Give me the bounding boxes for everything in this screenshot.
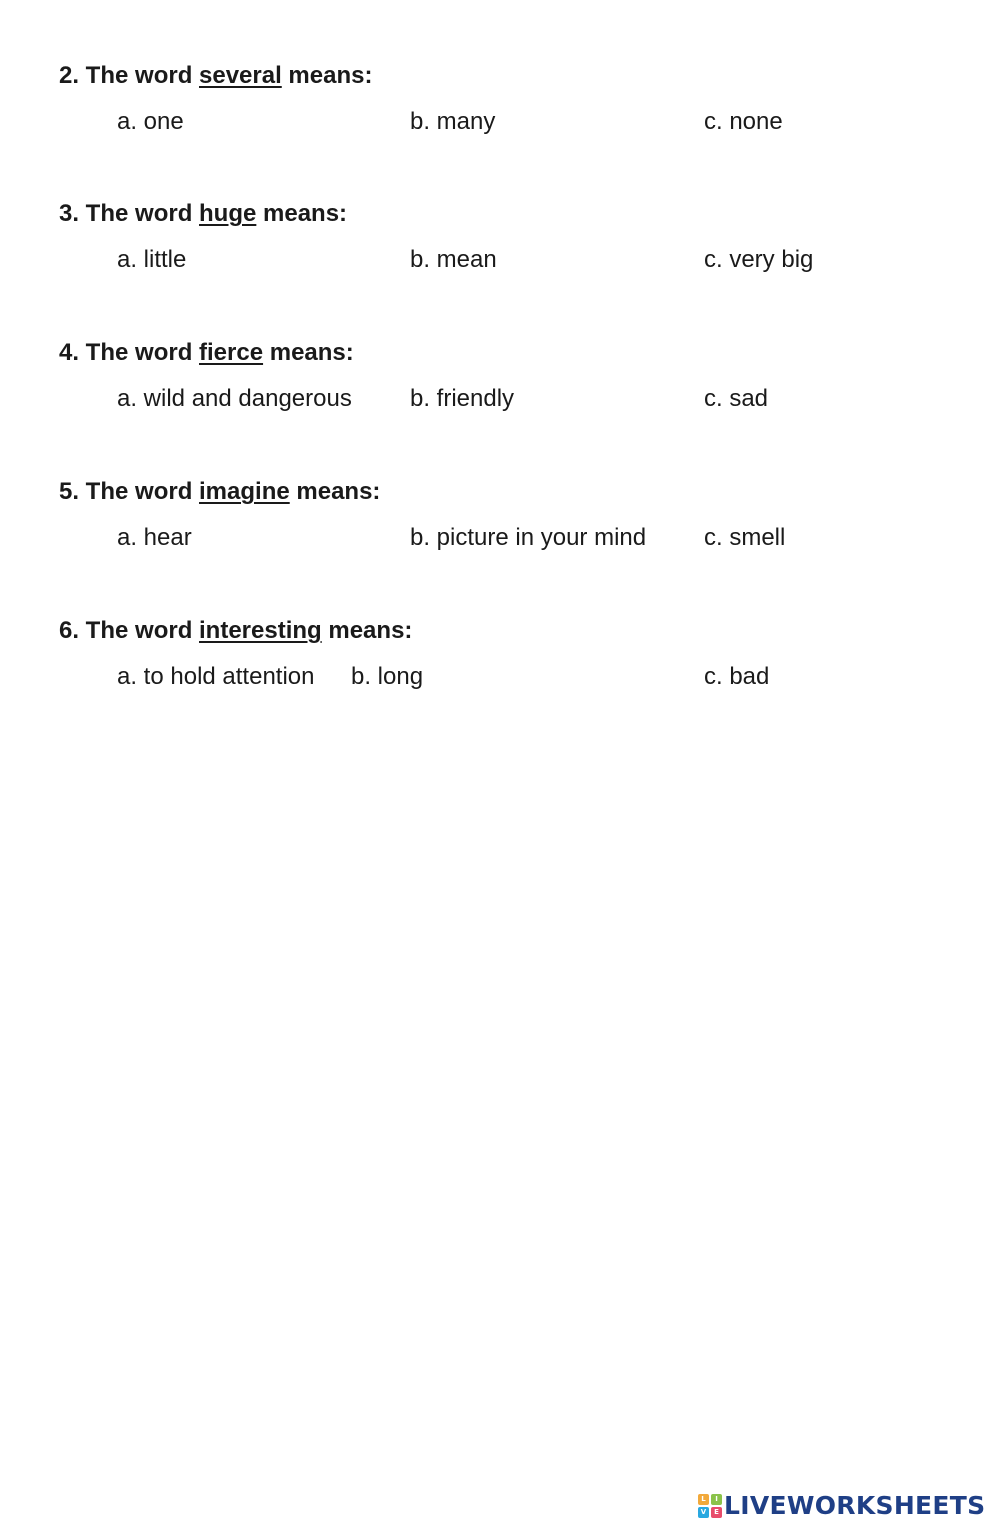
vocabulary-term: imagine: [199, 478, 290, 505]
liveworksheets-logo-icon: [698, 1494, 722, 1518]
logo-mark-letter: L: [698, 1494, 709, 1505]
stem-suffix: means:: [321, 617, 413, 644]
question-2: [59, 61, 959, 161]
question-stem: [59, 616, 412, 646]
stem-suffix: means:: [289, 478, 381, 505]
vocabulary-term: interesting: [199, 617, 322, 644]
logo-wordmark: LIVEWORKSHEETS: [724, 1491, 986, 1520]
stem-suffix: means:: [256, 200, 348, 227]
stem-suffix: means:: [263, 339, 354, 366]
option-c[interactable]: c. bad: [704, 663, 770, 690]
option-c[interactable]: c. smell: [704, 524, 786, 551]
option-b[interactable]: b. mean: [410, 246, 497, 273]
option-b[interactable]: b. picture in your mind: [410, 524, 647, 551]
vocabulary-term: huge: [199, 200, 257, 227]
question-stem: [59, 199, 347, 229]
vocabulary-term: several: [199, 62, 282, 89]
question-3: [59, 199, 959, 299]
question-stem: [59, 61, 372, 91]
question-stem: [59, 338, 354, 368]
option-c[interactable]: c. very big: [704, 246, 814, 273]
stem-prefix: 4. The word: [59, 339, 200, 366]
option-b[interactable]: b. friendly: [410, 385, 515, 412]
option-a[interactable]: a. to hold attention: [117, 663, 315, 690]
option-b[interactable]: b. many: [410, 108, 496, 135]
option-c[interactable]: c. none: [704, 108, 783, 135]
stem-prefix: 3. The word: [59, 200, 200, 227]
logo-mark-letter: E: [711, 1507, 722, 1518]
question-6: [59, 616, 959, 716]
option-c[interactable]: c. sad: [704, 385, 769, 412]
vocabulary-term: fierce: [199, 339, 264, 366]
option-b[interactable]: b. long: [351, 663, 424, 690]
stem-suffix: means:: [281, 62, 373, 89]
question-stem: [59, 477, 380, 507]
option-a[interactable]: a. hear: [117, 524, 192, 551]
liveworksheets-logo: [698, 1491, 994, 1521]
question-5: [59, 477, 959, 577]
option-a[interactable]: a. wild and dangerous: [117, 385, 352, 412]
stem-prefix: 6. The word: [59, 617, 200, 644]
stem-prefix: 5. The word: [59, 478, 200, 505]
logo-mark-letter: I: [711, 1494, 722, 1505]
question-4: [59, 338, 959, 438]
option-a[interactable]: a. little: [117, 246, 187, 273]
option-a[interactable]: a. one: [117, 108, 184, 135]
logo-mark-letter: V: [698, 1507, 709, 1518]
stem-prefix: 2. The word: [59, 62, 200, 89]
